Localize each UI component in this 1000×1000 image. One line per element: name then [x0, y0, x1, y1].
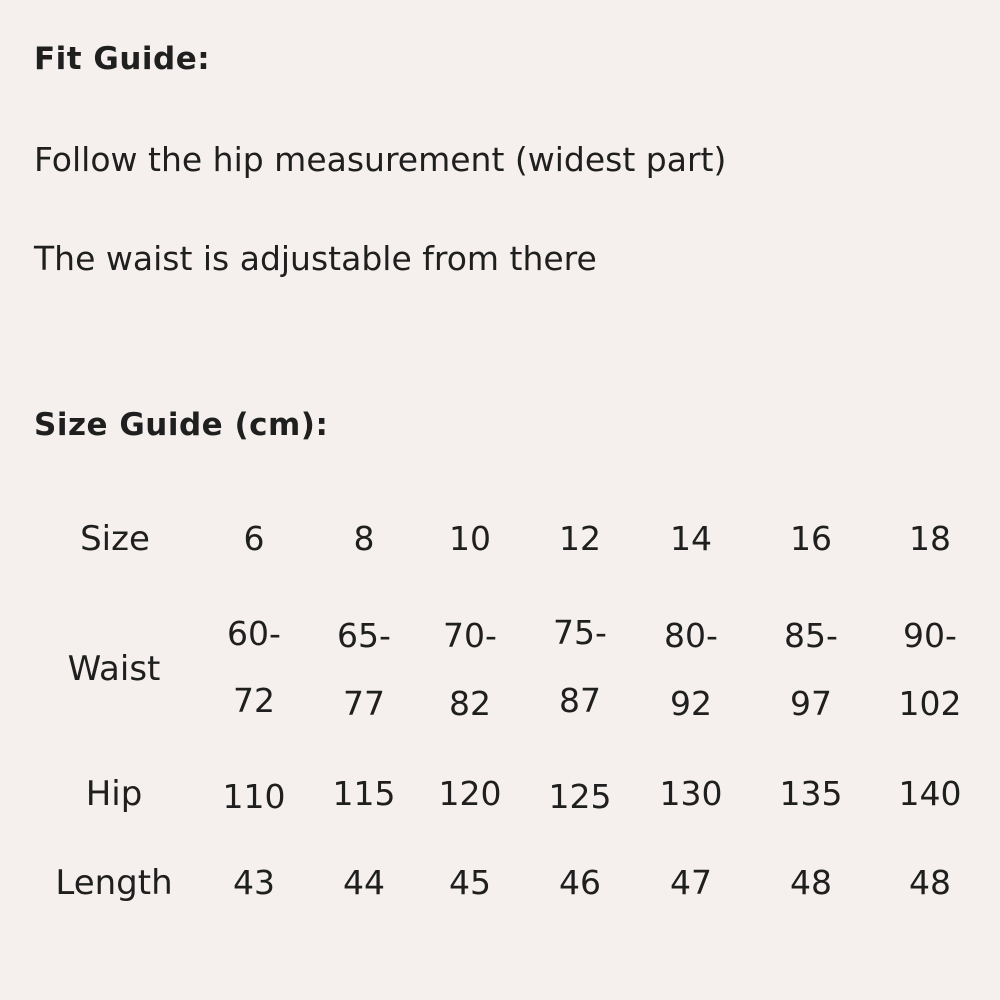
hip-cell: 135	[779, 774, 843, 813]
length-cell: 46	[559, 863, 601, 902]
waist-cell-low: 85-	[784, 616, 838, 655]
waist-cell-high: 92	[670, 684, 712, 723]
length-cell: 45	[449, 863, 491, 902]
length-cell: 48	[790, 863, 832, 902]
length-cell: 44	[343, 863, 385, 902]
length-cell: 43	[233, 863, 275, 902]
row-label-length: Length	[55, 863, 173, 903]
size-cell: 8	[353, 519, 375, 558]
size-cell: 6	[243, 519, 265, 558]
size-cell: 18	[909, 519, 951, 558]
length-cell: 47	[670, 863, 712, 902]
size-cell: 14	[670, 519, 712, 558]
fit-guide-line-hip: Follow the hip measurement (widest part)	[34, 140, 727, 179]
row-label-waist: Waist	[67, 649, 161, 689]
waist-cell-high: 97	[790, 684, 832, 723]
waist-cell-low: 90-	[903, 616, 957, 655]
waist-cell-low: 70-	[443, 616, 497, 655]
size-guide-heading: Size Guide (cm):	[34, 407, 329, 443]
waist-cell-low: 75-	[553, 613, 607, 652]
fit-guide-line-waist: The waist is adjustable from there	[34, 239, 597, 278]
waist-cell-high: 82	[449, 684, 491, 723]
waist-cell-low: 80-	[664, 616, 718, 655]
waist-cell-low: 60-	[227, 614, 281, 653]
waist-cell-high: 87	[559, 681, 601, 720]
row-label-size: Size	[80, 519, 150, 559]
waist-cell-high: 102	[898, 684, 962, 723]
hip-cell: 110	[222, 777, 286, 816]
hip-cell: 130	[659, 774, 723, 813]
hip-cell: 115	[332, 774, 396, 813]
length-cell: 48	[909, 863, 951, 902]
size-cell: 16	[790, 519, 832, 558]
row-label-hip: Hip	[85, 774, 143, 814]
hip-cell: 120	[438, 774, 502, 813]
hip-cell: 140	[898, 774, 962, 813]
waist-cell-high: 77	[343, 684, 385, 723]
fit-guide-heading: Fit Guide:	[34, 41, 211, 77]
waist-cell-high: 72	[233, 681, 275, 720]
hip-cell: 125	[548, 777, 612, 816]
size-cell: 10	[449, 519, 491, 558]
waist-cell-low: 65-	[337, 616, 391, 655]
size-cell: 12	[559, 519, 601, 558]
